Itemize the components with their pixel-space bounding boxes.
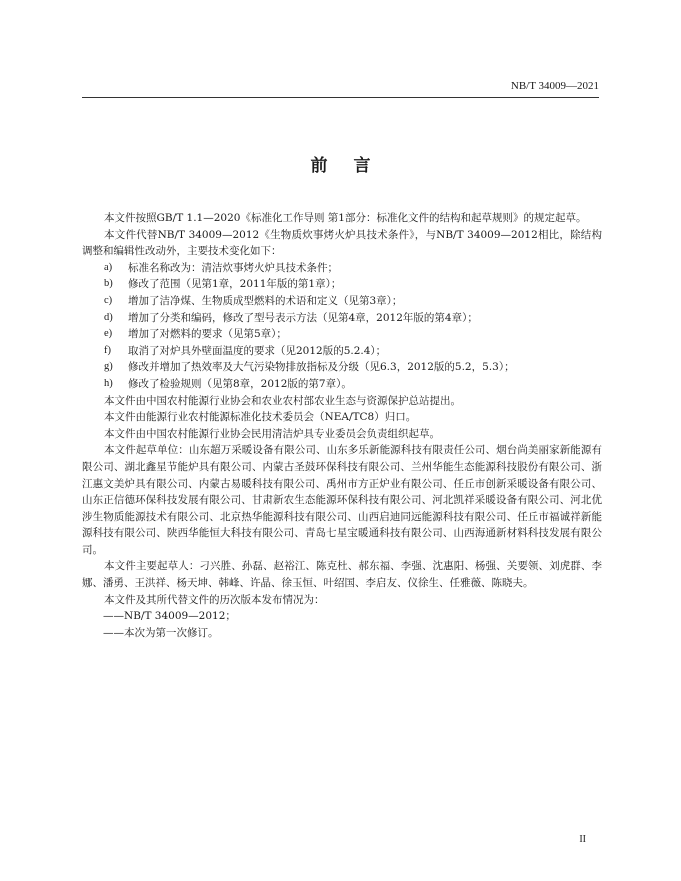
paragraph-proposed-by: 本文件由中国农村能源行业协会和农业农村部农业生态与资源保护总站提出。 — [104, 394, 462, 407]
list-item — [82, 359, 602, 376]
list-item — [82, 326, 602, 343]
list-marker: g) — [104, 361, 113, 373]
list-marker: b) — [104, 278, 113, 290]
list-item — [82, 260, 602, 277]
list-marker: d) — [104, 311, 113, 323]
page-title: 前言 — [310, 156, 397, 176]
history-item: ——本次为第一次修订。 — [103, 626, 219, 639]
list-text: 修改了检验规则（见第8章，2012版的第7章）。 — [128, 377, 352, 390]
list-item — [82, 376, 602, 393]
header-divider — [82, 97, 599, 98]
standard-code: NB/T 34009—2021 — [510, 80, 599, 92]
foreword-body — [82, 210, 602, 641]
history-item: ——NB/T 34009—2012； — [103, 610, 236, 623]
list-text: 修改并增加了热效率及大气污染物排放指标及分级（见6.3，2012版的5.2，5.3）； — [128, 361, 515, 374]
list-text: 增加了分类和编码，修改了型号表示方法（见第4章，2012年版的第4章）； — [128, 311, 478, 324]
list-item — [82, 293, 602, 310]
paragraph-drafters: 本文件主要起草人：刁兴胜、孙磊、赵裕江、陈克杜、郝东福、李强、沈惠阳、杨强、关要领、刘虎群、李娜、潘勇、王洪祥、杨天坤、韩峰、许晶、徐玉恒、叶绍国、李启友、仪徐生、任雅薇、陈晓夫。 — [82, 560, 602, 590]
list-text: 取消了对炉具外壁面温度的要求（见2012版的5.2.4）； — [128, 344, 387, 357]
paragraph-drafting-rules: 本文件按照GB/T 1.1—2020《标准化工作导则 第1部分：标准化文件的结构和起草规则》的规定起草。 — [104, 212, 587, 224]
list-marker: e) — [104, 328, 113, 340]
page-number: II — [579, 834, 586, 845]
paragraph-drafting-units: 本文件起草单位：山东超万采暖设备有限公司、山东多乐新能源科技有限责任公司、烟台尚美丽家新能源有限公司、湖北鑫星节能炉具有限公司、内蒙古圣鼓环保科技有限公司、兰州华能生态能源科技股份有限公司、浙江惠文美炉具有限公司、内蒙古易暖科技有限公司、禹州市方正炉业有限公司、任丘市创新采暖设备有限公司、山东正信德环保科技发展有限公司、甘肃新农生态能源环保科技有限公司、河北凯祥采暖设备有限公司、河北优涉生物质能源技术有限公司、北京热华能源科技有限公司、山西启迪同远能源科技有限公司、任丘市福诚祥新能源科技有限公司、陕西华能恒大科技有限公司、青岛七星宝暖通科技有限公司、山西海通新材料科技发展有限公司。 — [82, 444, 602, 556]
list-text: 修改了范围（见第1章，2011年版的第1章）； — [128, 278, 342, 291]
paragraph-history-intro: 本文件及其所代替文件的历次版本发布情况为： — [104, 593, 325, 606]
list-text: 标准名称改为：清洁炊事烤火炉具技术条件； — [128, 261, 338, 274]
list-text: 增加了洁净煤、生物质成型燃料的术语和定义（见第3章）； — [128, 294, 403, 307]
list-item — [82, 310, 602, 327]
paragraph-replacement: 本文件代替NB/T 34009—2012《生物质炊事烤火炉具技术条件》，与NB/T 34009—2012相比，除结构调整和编辑性改动外，主要技术变化如下： — [82, 228, 602, 258]
changes-list — [82, 260, 602, 393]
list-item — [82, 343, 602, 360]
list-marker: a) — [104, 261, 113, 273]
paragraph-drafting-org: 本文件由中国农村能源行业协会民用清洁炉具专业委员会负责组织起草。 — [104, 427, 441, 440]
paragraph-managed-by: 本文件由能源行业农村能源标准化技术委员会（NEA/TC8）归口。 — [104, 411, 417, 424]
list-marker: h) — [104, 377, 113, 389]
list-item — [82, 276, 602, 293]
list-marker: f) — [104, 344, 111, 356]
list-marker: c) — [104, 294, 113, 306]
list-text: 增加了对燃料的要求（见第5章）； — [128, 328, 287, 341]
